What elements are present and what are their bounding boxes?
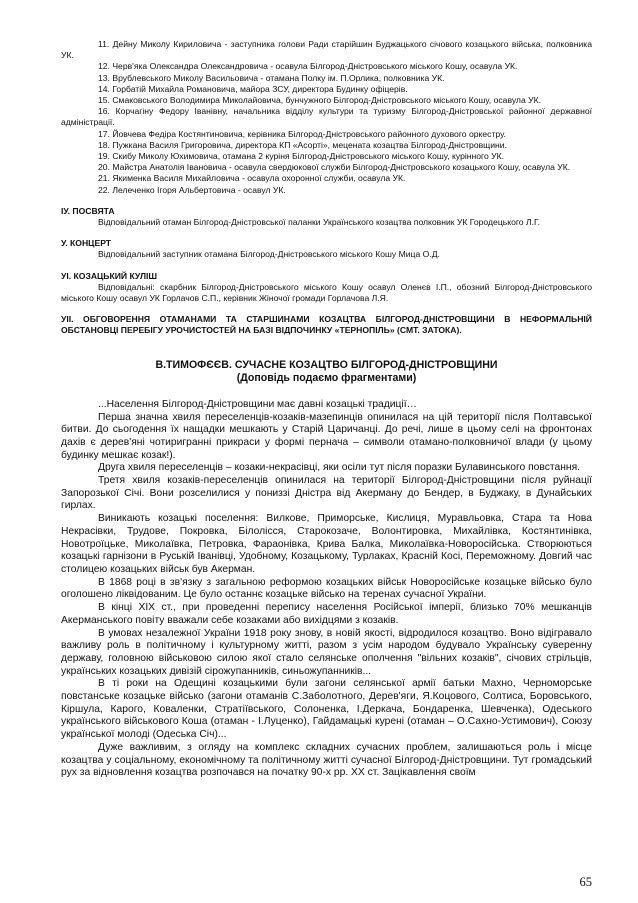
section-heading: УІІ. ОБГОВОРЕННЯ ОТАМАНАМИ ТА СТАРШИНАМИ КОЗАЦТВА БІЛГОРОД-ДНІСТРОВЩИНИ В НЕФОРМАЛЬНІЙ ОБСТАНОВЦІ ПЕРЕБІГУ УРОЧИСТОСТЕЙ НА БАЗІ ВІДПОЧИНКУ «ТЕРНОПІЛЬ» (СМТ. ЗАТОКА). [61, 314, 592, 336]
list-item: 21. Якименка Василя Михайловича - осавула охоронної служби, осавула УК. [98, 173, 406, 184]
section-body: Відповідальний отаман Білгород-Дністровської паланки Українського козацтва полковник УК Городецького Л.Г. [98, 217, 540, 228]
report-paragraph: Третя хвиля козаків-переселенців опинилася на території Білгород-Дністровщини після руйнації Запорозької Січі. Вони розселилися у пониззі Дністра від Акерману до Бендер, в Буджаку, в Дунайських гирлах. [61, 475, 592, 512]
report-paragraph: В умовах незалежної України 1918 року знову, в новій якості, відродилося козацтво. Воно відігравало важливу роль в політичному і культурному житті, разом з усім народом будувало Українську суверенну державу, головною військовою силою якої стало селянське ополчення "вільних козаків", січових стрільців, українських козацьких дивізій сірожупанників, синьожупанників... [61, 627, 592, 677]
report-body [61, 399, 592, 780]
list-item: 19. Скибу Миколу Юхимовича, отамана 2 куріня Білгород-Дністровського міського Кошу, курінного УК. [98, 151, 505, 162]
section-concert [61, 238, 592, 260]
section-heading: IУ. ПОСВЯТА [61, 205, 115, 216]
section-body: Відповідальні: скарбник Білгород-Дністровського міського Кошу осавул Оленєв І.П., обозний Білгород-Дністровського міського Кошу осавул УК Горлачов С.П., керівник Жіночої громади Горлачова Л.Я. [61, 281, 592, 304]
section-heading: УІ. КОЗАЦЬКИЙ КУЛІШ [61, 270, 157, 281]
list-item: 17. Йовчева Федіра Костянтиновича, керівника Білгород-Дністровського районного духового оркестру. [98, 128, 506, 139]
report-paragraph: Дуже важливим, з огляду на комплекс складних сучасних проблем, залишаються роль і місце козацтва у соціальному, економічному та політичному житті сучасної Білгород-Дністровщини. Тут громадський рух за відновлення козацтва розпочався на початку 90-х рр. ХХ ст. Зацікавлення своїм [61, 741, 592, 779]
page-number: 65 [579, 875, 592, 889]
list-item: 13. Врублевського Миколу Васильовича - отамана Полку ім. П.Орлика, полковника УК. [98, 72, 445, 83]
section-discussion [61, 314, 592, 336]
report-paragraph: Перша значна хвиля переселенців-козаків-мазепинців опинилася на цій території після Полтавської битви. До сьогодення їх нащадки мешкають у Старій Царичанці. До речі, лише в цьому селі на фронтонах дахів є дерев'яні чотиригранні прикраси у формі пернача – символи отамано-полковничої влади (у цьому будинку мешкає козак!). [61, 411, 592, 461]
list-item: 14. Горбатій Михайла Романовича, майора ЗСУ, директора Будинку офіцерів. [98, 83, 408, 94]
section-body: Відповідальний заступник отамана Білгород-Дністровського міського Кошу Мица О.Д. [98, 249, 440, 260]
list-item: 12. Черв'яка Олександра Олександровича - осавула Білгород-Дністровського міського Кошу, осавула УК. [98, 61, 518, 72]
report-subtitle: (Доповідь подаємо фрагментами) [236, 372, 417, 385]
honoree-list [61, 39, 592, 196]
section-heading: У. КОНЦЕРТ [61, 238, 112, 249]
list-item: 11. Дейну Миколу Кириловича - заступника голови Ради старійшин Буджацького січового козацького війська, полковника УК. [61, 39, 592, 61]
list-item: 22. Лелеченко Ігоря Альбертовича - осавул УК. [98, 184, 286, 195]
report-paragraph: Друга хвиля переселенців – козаки-некрасівці, яки осіли тут після поразки Булавинського повстання. [98, 462, 581, 474]
section-kulish [61, 271, 592, 305]
report-paragraph: В ті роки на Одещині козацькими були загони селянської армії батьки Махно, Черноморське повстанське козацьке військо (загони отаманів С.Заболотного, Дерев'яги, Я.Коцового, Солтиса, Боровського, Кіршула, Карого, Коваленки, Стратіївського, Солоненка, І.Деркача, Бондаренка, Шевченка), Одеського українського військового Коша (отаман - І.Луценко), Гайдамацькі курені (отаман – О.Сахно-Устимович), Союзу української молоді (Одеська Січ)... [61, 678, 592, 741]
report-paragraph: В 1868 році в зв'язку з загальною реформою козацьких військ Новоросійське козацьке військо було оголошено ліквідованим. Це було останнє козацьке військо на теренах сучасної України. [61, 576, 592, 601]
list-item: 16. Корчагіну Федору Іванівну, начальника відділу культури та туризму Білгород-Дністровської районної державної адміністрації. [61, 106, 592, 128]
section-dedication [61, 206, 592, 228]
report-paragraph: Виникають козацькі поселення: Вилкове, Приморське, Кислиця, Муравльовка, Стара та Нова Некрасівки, Трудове, Покровка, Білолісся, Старокозаче, Волонтировка, Михайлівка, Костянтинівка, Новотроїцьке, Миколаївка, Петровка, Фараонівка, Крива Балка, Миколаївка-Новоросійська. Створюються козацькі гарнізони в Руській Іванівці, Удобному, Козацькому, Турлаках, Красній Косі, Переможному. Довгий час столицею козацьких військ був Акерман. [61, 513, 592, 575]
list-item: 20. Майстра Анатолія Івановича - осавула свердюкової служби Білгород-Дністровського козацького Кошу, осавула УК. [98, 162, 571, 173]
list-item: 15. Смаковського Володимира Миколайовича, бунчужного Білгород-Дністровського міського Кошу, осавула УК. [98, 95, 541, 106]
report-paragraph: В кінці XIX ст., при проведенні перепису населення Російської імперії, близько 70% мешканців Акерманського повіту вважали себе козаками або вихідцями з козаків. [61, 602, 592, 626]
report-title: В.ТИМОФЄЄВ. СУЧАСНЕ КОЗАЦТВО БІЛГОРОД-ДНІСТРОВЩИНИ [155, 358, 498, 371]
list-item: 18. Пужкана Василя Григоровича, директора КП «Асорті», мецената козацтва Білгород-Дністровщини. [98, 139, 507, 150]
report-paragraph: ...Населення Білгород-Дністровщини має давні козацькі традиції… [98, 398, 417, 410]
